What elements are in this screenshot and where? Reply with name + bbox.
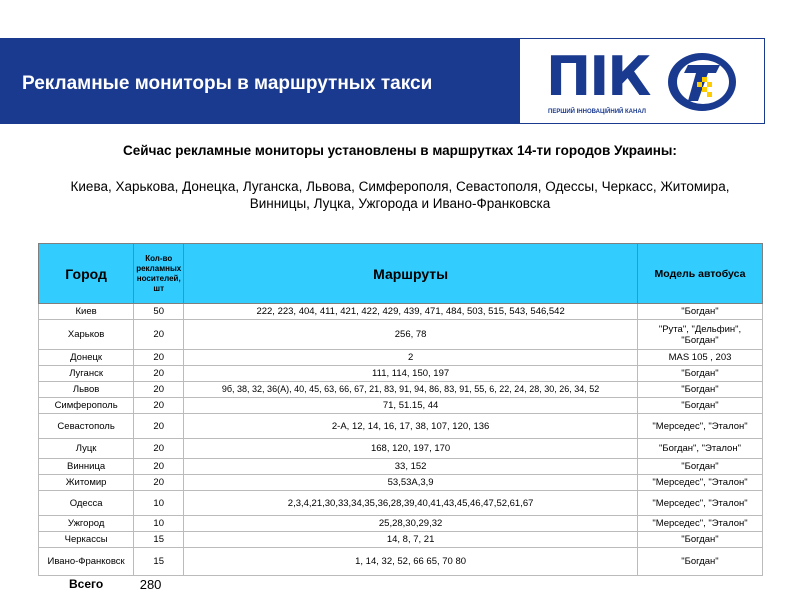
- model-cell: "Мерседес", "Эталон": [637, 516, 762, 532]
- model-cell: "Мерседес", "Эталон": [637, 414, 762, 439]
- count-cell: 20: [134, 459, 184, 475]
- table-row: [39, 320, 763, 350]
- intro-heading: Сейчас рекламные мониторы установлены в маршрутках 14-ти городов Украины:: [123, 143, 677, 158]
- count-cell: 10: [134, 516, 184, 532]
- routes-cell: 2-А, 12, 14, 16, 17, 38, 107, 120, 136: [184, 414, 638, 439]
- city-cell: Черкассы: [39, 532, 134, 548]
- model-cell: "Мерседес", "Эталон": [637, 475, 762, 491]
- total-row: [39, 576, 763, 593]
- count-cell: 20: [134, 366, 184, 382]
- routes-cell: 9б, 38, 32, 36(А), 40, 45, 63, 66, 67, 21, 83, 91, 94, 86, 83, 91, 55, 6, 22, 24, 28, 30, 26, 34, 52: [184, 382, 638, 398]
- routes-cell: 256, 78: [184, 320, 638, 350]
- routes-cell: 2,3,4,21,30,33,34,35,36,28,39,40,41,43,45,46,47,52,61,67: [184, 491, 638, 516]
- model-cell: "Рута", "Дельфин", "Богдан": [637, 320, 762, 350]
- table-row: [39, 475, 763, 491]
- logo-subtitle: ПЕРШИЙ ІННОВАЦІЙНИЙ КАНАЛ: [548, 109, 646, 115]
- routes-cell: 14, 8, 7, 21: [184, 532, 638, 548]
- model-cell: "Богдан": [637, 398, 762, 414]
- header-banner: [0, 38, 765, 124]
- count-cell: 50: [134, 304, 184, 320]
- model-cell: MAS 105 , 203: [637, 350, 762, 366]
- table-row: [39, 366, 763, 382]
- city-cell: Луцк: [39, 439, 134, 459]
- count-cell: 15: [134, 548, 184, 576]
- city-cell: Киев: [39, 304, 134, 320]
- table-row: [39, 304, 763, 320]
- table-row: [39, 459, 763, 475]
- header-model: Модель автобуса: [637, 244, 762, 304]
- routes-cell: 1, 14, 32, 52, 66 65, 70 80: [184, 548, 638, 576]
- total-empty-routes: [184, 576, 638, 593]
- routes-cell: 111, 114, 150, 197: [184, 366, 638, 382]
- city-cell: Севастополь: [39, 414, 134, 439]
- model-cell: "Богдан": [637, 548, 762, 576]
- channel-one-logo-icon: [662, 49, 742, 115]
- model-cell: "Богдан": [637, 382, 762, 398]
- city-cell: Ужгород: [39, 516, 134, 532]
- routes-cell: 33, 152: [184, 459, 638, 475]
- table-row: [39, 491, 763, 516]
- count-cell: 20: [134, 414, 184, 439]
- count-cell: 20: [134, 382, 184, 398]
- routes-cell: 25,28,30,29,32: [184, 516, 638, 532]
- table-header-row: [39, 244, 763, 304]
- pik-logo: [519, 38, 765, 124]
- count-cell: 20: [134, 350, 184, 366]
- count-cell: 20: [134, 398, 184, 414]
- model-cell: "Богдан": [637, 459, 762, 475]
- table-row: [39, 382, 763, 398]
- header-routes: Маршруты: [184, 244, 638, 304]
- routes-cell: 222, 223, 404, 411, 421, 422, 429, 439, 471, 484, 503, 515, 543, 546,542: [184, 304, 638, 320]
- count-cell: 20: [134, 320, 184, 350]
- table-row: [39, 516, 763, 532]
- table-row: [39, 350, 763, 366]
- model-cell: "Богдан", "Эталон": [637, 439, 762, 459]
- city-cell: Одесса: [39, 491, 134, 516]
- total-label: Всего: [69, 576, 104, 591]
- city-cell: Винница: [39, 459, 134, 475]
- header-city: Город: [39, 244, 134, 304]
- table-row: [39, 532, 763, 548]
- model-cell: "Богдан": [637, 304, 762, 320]
- city-cell: Ивано-Франковск: [39, 548, 134, 576]
- city-cell: Львов: [39, 382, 134, 398]
- intro-city-list: Киева, Харькова, Донецка, Луганска, Львова, Симферополя, Севастополя, Одессы, Черкасс, Житомира, Винницы, Луцка, Ужгорода и Ивано-Франковска: [70, 179, 730, 211]
- city-cell: Харьков: [39, 320, 134, 350]
- logo-wordmark: ПІК: [546, 45, 650, 108]
- table-row: [39, 548, 763, 576]
- count-cell: 20: [134, 439, 184, 459]
- page-title: Рекламные мониторы в маршрутных такси: [22, 73, 433, 94]
- city-cell: Симферополь: [39, 398, 134, 414]
- city-cell: Донецк: [39, 350, 134, 366]
- count-cell: 15: [134, 532, 184, 548]
- model-cell: "Мерседес", "Эталон": [637, 491, 762, 516]
- city-cell: Луганск: [39, 366, 134, 382]
- table-row: [39, 414, 763, 439]
- table-row: [39, 439, 763, 459]
- model-cell: "Богдан": [637, 366, 762, 382]
- routes-cell: 53,53А,3,9: [184, 475, 638, 491]
- routes-cell: 71, 51.15, 44: [184, 398, 638, 414]
- total-value: 280: [139, 576, 162, 592]
- routes-cell: 168, 120, 197, 170: [184, 439, 638, 459]
- count-cell: 10: [134, 491, 184, 516]
- monitors-table: [38, 243, 763, 592]
- total-empty-model: [637, 576, 762, 593]
- routes-cell: 2: [184, 350, 638, 366]
- table-row: [39, 398, 763, 414]
- model-cell: "Богдан": [637, 532, 762, 548]
- count-cell: 20: [134, 475, 184, 491]
- header-count: Кол-во рекламных носителей, шт: [134, 244, 184, 304]
- city-cell: Житомир: [39, 475, 134, 491]
